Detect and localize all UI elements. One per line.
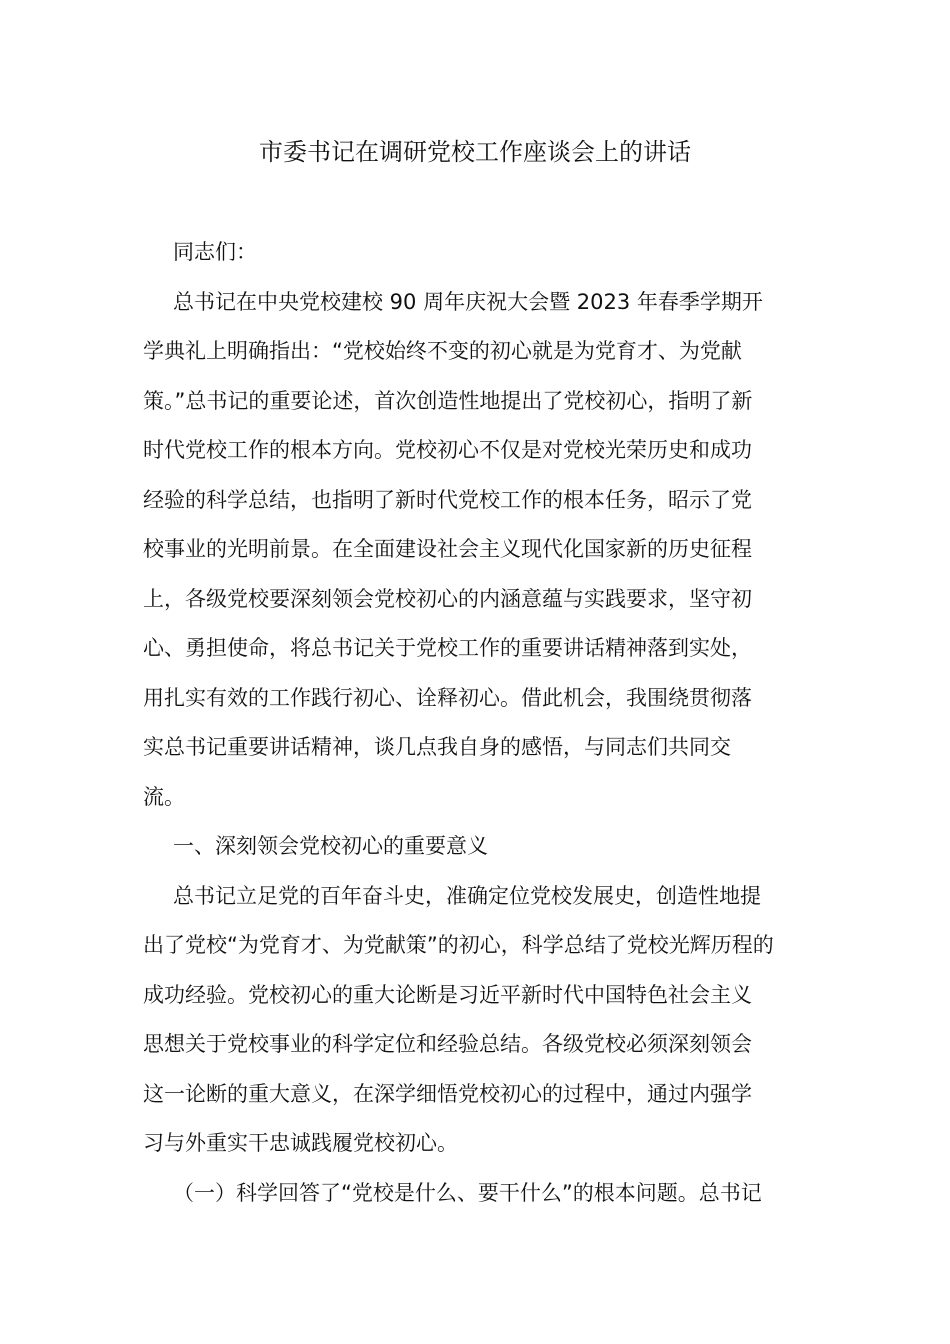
paragraph-2 — [143, 872, 808, 1169]
paragraph-1 — [143, 278, 808, 823]
paragraph-line: 思想关于党校事业的科学定位和经验总结。各级党校必须深刻领会 — [143, 1032, 752, 1056]
paragraph-line: 流。 — [143, 784, 185, 809]
paragraph-line: 实总书记重要讲话精神，谈几点我自身的感悟，与同志们共同交 — [143, 735, 731, 759]
paragraph-line: 时代党校工作的根本方向。党校初心不仅是对党校光荣历史和成功 — [143, 438, 752, 462]
paragraph-3 — [143, 1169, 808, 1219]
paragraph-line: 总书记在中央党校建校 90 周年庆祝大会暨 2023 年春季学期开 — [173, 289, 763, 314]
paragraph-line: 上，各级党校要深刻领会党校初心的内涵意蕴与实践要求，坚守初 — [143, 586, 752, 611]
paragraph-line: 用扎实有效的工作践行初心、诠释初心。借此机会，我围绕贯彻落 — [143, 685, 752, 710]
paragraph-line: 习与外重实干忠诚践履党校初心。 — [143, 1131, 458, 1155]
document-title: 市委书记在调研党校工作座谈会上的讲话 — [259, 138, 691, 166]
paragraph-line: 校事业的光明前景。在全面建设社会主义现代化国家新的历史征程 — [143, 537, 752, 561]
paragraph-line: 总书记立足党的百年奋斗史，准确定位党校发展史，创造性地提 — [173, 883, 761, 908]
paragraph-line: 心、勇担使命，将总书记关于党校工作的重要讲话精神落到实处， — [143, 636, 752, 660]
paragraph-line: 成功经验。党校初心的重大论断是习近平新时代中国特色社会主义 — [143, 982, 752, 1007]
subsection-heading: （一）科学回答了“党校是什么、要干什么”的根本问题。总书记 — [173, 1180, 762, 1205]
paragraph-line: 策。”总书记的重要论述，首次创造性地提出了党校初心，指明了新 — [143, 388, 753, 413]
paragraph-line: 经验的科学总结，也指明了新时代党校工作的根本任务，昭示了党 — [143, 487, 752, 512]
paragraph-line: 出了党校“为党育才、为党献策”的初心，科学总结了党校光辉历程的 — [143, 933, 774, 957]
salutation: 同志们： — [173, 240, 257, 264]
document-body — [143, 228, 808, 1218]
paragraph-line: 学典礼上明确指出：“党校始终不变的初心就是为党育才、为党献 — [143, 339, 742, 363]
paragraph-line: 这一论断的重大意义，在深学细悟党校初心的过程中，通过内强学 — [143, 1081, 752, 1106]
section-heading-1: 一、深刻领会党校初心的重要意义 — [173, 834, 488, 858]
